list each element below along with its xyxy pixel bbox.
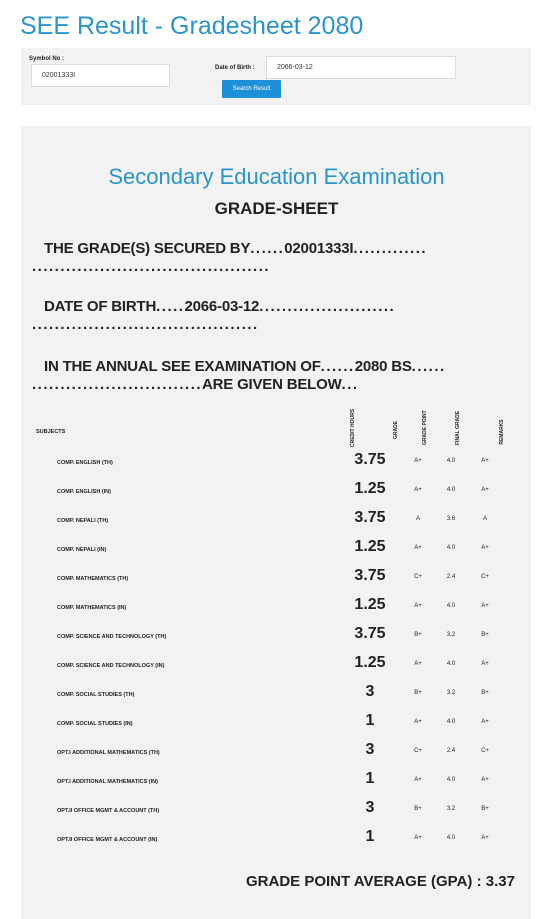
subject-cell: COMP. SOCIAL STUDIES (IN) bbox=[57, 721, 133, 727]
grade-cell: A+ bbox=[414, 835, 422, 841]
grade-cell: A+ bbox=[414, 545, 422, 551]
grade-point-cell: 4.0 bbox=[446, 661, 456, 667]
final-grade-cell: A+ bbox=[481, 458, 489, 464]
secured-dots-3: .......................................... bbox=[32, 258, 271, 275]
subject-cell: OPT.I ADDITIONAL MATHEMATICS (IN) bbox=[57, 779, 158, 785]
credit-cell: 3 bbox=[365, 799, 375, 816]
credit-cell: 3.75 bbox=[354, 625, 386, 642]
final-grade-cell: B+ bbox=[481, 690, 489, 696]
grade-point-cell: 4.0 bbox=[446, 777, 456, 783]
symbol-input[interactable]: 02001333I bbox=[31, 64, 170, 87]
credit-cell: 1.25 bbox=[354, 654, 386, 671]
gpa-label: GRADE POINT AVERAGE (GPA) : bbox=[246, 873, 482, 890]
table-row bbox=[21, 509, 531, 538]
exam-dots-3: .............................. bbox=[32, 376, 203, 393]
table-row bbox=[21, 625, 531, 654]
table-row bbox=[21, 480, 531, 509]
secured-dots-2: ............. bbox=[353, 240, 428, 257]
grade-point-cell: 2.4 bbox=[446, 748, 456, 754]
grade-point-cell: 3.2 bbox=[446, 632, 456, 638]
subject-cell: COMP. NEPALI (IN) bbox=[57, 547, 107, 553]
grade-point-cell: 3.2 bbox=[446, 690, 456, 696]
secured-dots-1: ...... bbox=[250, 240, 285, 257]
final-grade-cell: A+ bbox=[481, 545, 489, 551]
subject-cell: COMP. MATHEMATICS (TH) bbox=[57, 576, 129, 582]
credit-cell: 3.75 bbox=[354, 567, 386, 584]
dob-label: Date of Birth : bbox=[215, 65, 255, 71]
table-row bbox=[21, 451, 531, 480]
credit-cell: 3.75 bbox=[354, 509, 386, 526]
table-row bbox=[21, 712, 531, 741]
subject-cell: COMP. MATHEMATICS (IN) bbox=[57, 605, 127, 611]
table-row bbox=[21, 828, 531, 857]
grade-cell: A+ bbox=[414, 603, 422, 609]
credit-cell: 3 bbox=[365, 741, 375, 758]
table-row bbox=[21, 596, 531, 625]
final-grade-cell: A+ bbox=[481, 487, 489, 493]
table-row bbox=[21, 654, 531, 683]
secured-prefix: THE GRADE(S) SECURED BY bbox=[44, 240, 251, 257]
subject-cell: OPT.I ADDITIONAL MATHEMATICS (TH) bbox=[57, 750, 160, 756]
grade-cell: A bbox=[415, 516, 420, 522]
final-grade-header: FINAL GRADE bbox=[455, 410, 461, 445]
grade-sheet-heading: GRADE-SHEET bbox=[214, 199, 339, 218]
dob-prefix: DATE OF BIRTH bbox=[44, 298, 157, 315]
table-row bbox=[21, 770, 531, 799]
grade-cell: A+ bbox=[414, 458, 422, 464]
subject-cell: COMP. SCIENCE AND TECHNOLOGY (IN) bbox=[57, 663, 165, 669]
remarks-header: REMARKS bbox=[499, 419, 505, 445]
final-grade-cell: A bbox=[482, 516, 487, 522]
exam-prefix: IN THE ANNUAL SEE EXAMINATION OF bbox=[44, 358, 321, 375]
grade-cell: A+ bbox=[414, 777, 422, 783]
grade-cell: A+ bbox=[414, 661, 422, 667]
exam-line bbox=[44, 358, 446, 375]
subject-cell: OPT.II OFFICE MGMT & ACCOUNT (TH) bbox=[57, 808, 160, 814]
grade-point-cell: 3.2 bbox=[446, 806, 456, 812]
credit-cell: 1.25 bbox=[354, 596, 386, 613]
secured-symbol: 02001333I bbox=[284, 240, 354, 257]
grade-point-header: GRADE POINT bbox=[422, 410, 428, 445]
gpa-value: 3.37 bbox=[485, 873, 515, 890]
grade-point-cell: 4.0 bbox=[446, 835, 456, 841]
gpa-line bbox=[246, 873, 515, 890]
credit-cell: 1.25 bbox=[354, 538, 386, 555]
secured-by-line bbox=[44, 240, 427, 257]
grade-point-cell: 4.0 bbox=[446, 719, 456, 725]
grade-cell: A+ bbox=[414, 487, 422, 493]
subject-cell: COMP. ENGLISH (TH) bbox=[57, 460, 113, 466]
table-row bbox=[21, 799, 531, 828]
grade-header: GRADE bbox=[393, 420, 399, 440]
final-grade-cell: C+ bbox=[481, 748, 489, 754]
grade-cell: B+ bbox=[414, 690, 422, 696]
grade-point-cell: 4.0 bbox=[446, 458, 456, 464]
grade-cell: C+ bbox=[414, 748, 422, 754]
subject-cell: COMP. ENGLISH (IN) bbox=[57, 489, 111, 495]
credit-cell: 3.75 bbox=[354, 451, 386, 468]
exam-dots-4: ... bbox=[341, 376, 359, 393]
exam-suffix: ARE GIVEN BELOW bbox=[202, 376, 342, 393]
grade-cell: B+ bbox=[414, 632, 422, 638]
dob-dots-2: ........................ bbox=[259, 298, 396, 315]
exam-year: 2080 BS bbox=[354, 358, 412, 375]
dob-line bbox=[44, 298, 395, 315]
final-grade-cell: A+ bbox=[481, 603, 489, 609]
exam-dots-2: ...... bbox=[411, 358, 446, 375]
grade-cell: B+ bbox=[414, 806, 422, 812]
dob-dots-1: ..... bbox=[156, 298, 185, 315]
symbol-label: Symbol No : bbox=[29, 56, 65, 62]
table-row bbox=[21, 538, 531, 567]
subject-cell: COMP. SOCIAL STUDIES (TH) bbox=[57, 692, 135, 698]
final-grade-cell: A+ bbox=[481, 661, 489, 667]
credit-cell: 1 bbox=[365, 770, 375, 787]
table-row bbox=[21, 683, 531, 712]
final-grade-cell: A+ bbox=[481, 719, 489, 725]
credit-cell: 3 bbox=[365, 683, 375, 700]
final-grade-cell: B+ bbox=[481, 806, 489, 812]
table-row bbox=[21, 567, 531, 596]
dob-input[interactable]: 2066-03-12 bbox=[266, 56, 456, 79]
grade-point-cell: 4.0 bbox=[446, 545, 456, 551]
dob-dots-3: ........................................ bbox=[32, 316, 259, 333]
grade-cell: A+ bbox=[414, 719, 422, 725]
subject-cell: COMP. SCIENCE AND TECHNOLOGY (TH) bbox=[57, 634, 167, 640]
table-row bbox=[21, 741, 531, 770]
exam-title: Secondary Education Examination bbox=[108, 164, 445, 189]
grade-cell: C+ bbox=[414, 574, 422, 580]
grade-point-cell: 3.6 bbox=[446, 516, 456, 522]
final-grade-cell: A+ bbox=[481, 835, 489, 841]
grade-point-cell: 4.0 bbox=[446, 603, 456, 609]
secured-dots-line bbox=[32, 258, 270, 275]
subject-cell: OPT.II OFFICE MGMT & ACCOUNT (IN) bbox=[57, 837, 158, 843]
dob-dots-line bbox=[32, 316, 259, 333]
final-grade-cell: C+ bbox=[481, 574, 489, 580]
grade-point-cell: 2.4 bbox=[446, 574, 456, 580]
exam-dots-1: ...... bbox=[320, 358, 355, 375]
subjects-header: SUBJECTS bbox=[36, 429, 66, 435]
credit-hours-header: CREDIT HOURS bbox=[350, 408, 356, 447]
credit-cell: 1 bbox=[365, 712, 375, 729]
dob-value: 2066-03-12 bbox=[184, 298, 260, 315]
grade-point-cell: 4.0 bbox=[446, 487, 456, 493]
final-grade-cell: A+ bbox=[481, 777, 489, 783]
exam-line-2 bbox=[32, 376, 359, 393]
final-grade-cell: B+ bbox=[481, 632, 489, 638]
credit-cell: 1.25 bbox=[354, 480, 386, 497]
subject-cell: COMP. NEPALI (TH) bbox=[57, 518, 109, 524]
credit-cell: 1 bbox=[365, 828, 375, 845]
search-result-button[interactable]: Search Result bbox=[222, 80, 281, 98]
page-title: SEE Result - Gradesheet 2080 bbox=[20, 12, 364, 40]
